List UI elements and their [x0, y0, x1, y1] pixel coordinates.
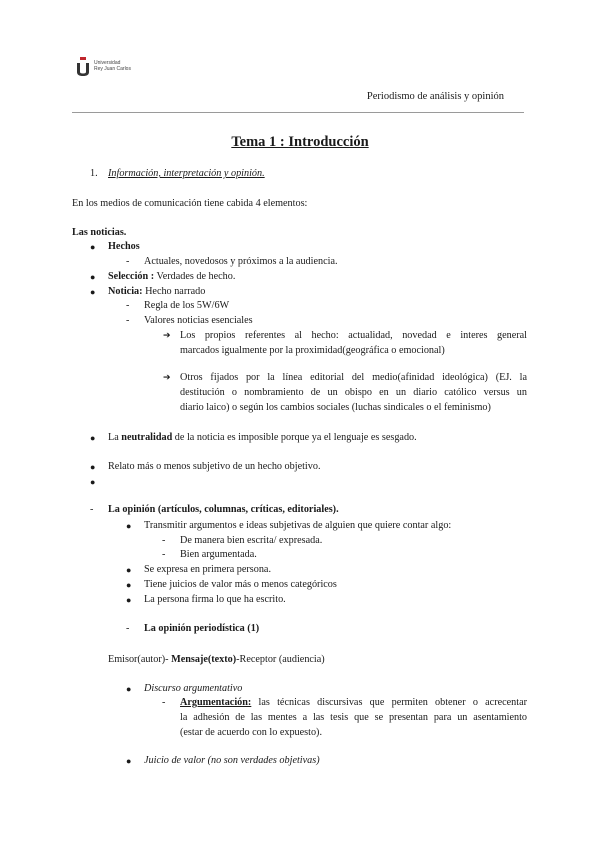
argumentacion-line: Argumentación: las técnicas discursivas que permiten obtener o acrecentar — [180, 697, 527, 708]
transmitir-sub: De manera bien escrita/ expresada. — [180, 535, 323, 546]
arrow-item-line: diario laico) o según los cambios sociales (luchas sindicales o el feminismo) — [180, 402, 491, 413]
bullet-icon: ● — [126, 595, 132, 605]
arrow-icon: ➔ — [163, 331, 171, 341]
arrow-item-line: Otros fijados por la línea editorial del medio(afinidad ideológica) (EJ. la — [180, 372, 527, 383]
dash-icon: - — [90, 504, 94, 515]
bullet-icon: ● — [126, 580, 132, 590]
section-number: 1. — [90, 168, 98, 179]
dash-icon: - — [126, 300, 130, 311]
dash-icon: - — [162, 535, 166, 546]
relato-item: Relato más o menos subjetivo de un hecho objetivo. — [108, 461, 321, 472]
opinion-item: La persona firma lo que ha escrito. — [144, 594, 286, 605]
noticia-item: Noticia: Hecho narrado — [108, 286, 206, 297]
juicio-label: Juicio de valor (no son verdades objetivas) — [144, 755, 320, 766]
section-heading: Información, interpretación y opinión. — [108, 168, 265, 179]
bullet-icon: ● — [126, 684, 132, 694]
arrow-item-line: marcados igualmente por la proximidad(geográfica o emocional) — [180, 345, 445, 356]
bullet-icon: ● — [90, 242, 96, 252]
dash-icon: - — [162, 549, 166, 560]
transmitir-sub: Bien argumentada. — [180, 549, 257, 560]
bullet-icon: ● — [126, 521, 132, 531]
argumentacion-line: la adhesión de las mentes a las tesis que se presentan para un asentamiento — [180, 712, 527, 723]
dash-icon: - — [162, 697, 166, 708]
opinion-periodistica-heading: La opinión periodística (1) — [144, 623, 260, 634]
argumentacion-line: (estar de acuerdo con lo expuesto). — [180, 727, 322, 738]
transmitir-item: Transmitir argumentos e ideas subjetivas de alguien que quiere contar algo: — [144, 520, 452, 531]
discurso-label: Discurso argumentativo — [144, 683, 243, 694]
hechos-sub: Actuales, novedosos y próximos a la audiencia. — [144, 256, 338, 267]
dash-icon: - — [126, 623, 130, 634]
dash-icon: - — [126, 256, 130, 267]
bullet-icon: ● — [126, 756, 132, 766]
opinion-item: Se expresa en primera persona. — [144, 564, 272, 575]
emisor-line: Emisor(autor)- Mensaje(texto)-Receptor (audiencia) — [108, 654, 325, 665]
bullet-icon: ● — [126, 565, 132, 575]
arrow-item-line: destitución o nombramiento de un obispo en un diario católico versus un — [180, 387, 527, 398]
arrow-item-line: Los propios referentes al hecho: actualidad, novedad e interes general — [180, 330, 527, 341]
arrow-icon: ➔ — [163, 373, 171, 383]
seleccion-item: Selección : Verdades de hecho. — [108, 271, 236, 282]
neutralidad-item: La neutralidad de la noticia es imposible porque ya el lenguaje es sesgado. — [108, 432, 417, 443]
bullet-icon: ● — [90, 272, 96, 282]
opinion-heading: La opinión (artículos, columnas, críticas, editoriales). — [108, 504, 339, 515]
bullet-icon: ● — [90, 433, 96, 443]
dash-icon: - — [126, 315, 130, 326]
regla-item: Regla de los 5W/6W — [144, 300, 230, 311]
intro-text: En los medios de comunicación tiene cabida 4 elementos: — [72, 198, 308, 209]
opinion-item: Tiene juicios de valor más o menos categóricos — [144, 579, 337, 590]
bullet-icon: ● — [90, 477, 96, 487]
header-divider — [72, 112, 524, 113]
valores-item: Valores noticias esenciales — [144, 315, 253, 326]
course-header: Periodismo de análisis y opinión — [366, 91, 504, 102]
hechos-label: Hechos — [108, 241, 140, 252]
university-logo-icon — [76, 57, 90, 77]
bullet-icon: ● — [90, 287, 96, 297]
page-title: Tema 1 : Introducción — [231, 134, 369, 150]
university-logo-text: Universidad Rey Juan Carlos — [94, 60, 131, 72]
noticias-heading: Las noticias. — [72, 227, 127, 238]
bullet-icon: ● — [90, 462, 96, 472]
